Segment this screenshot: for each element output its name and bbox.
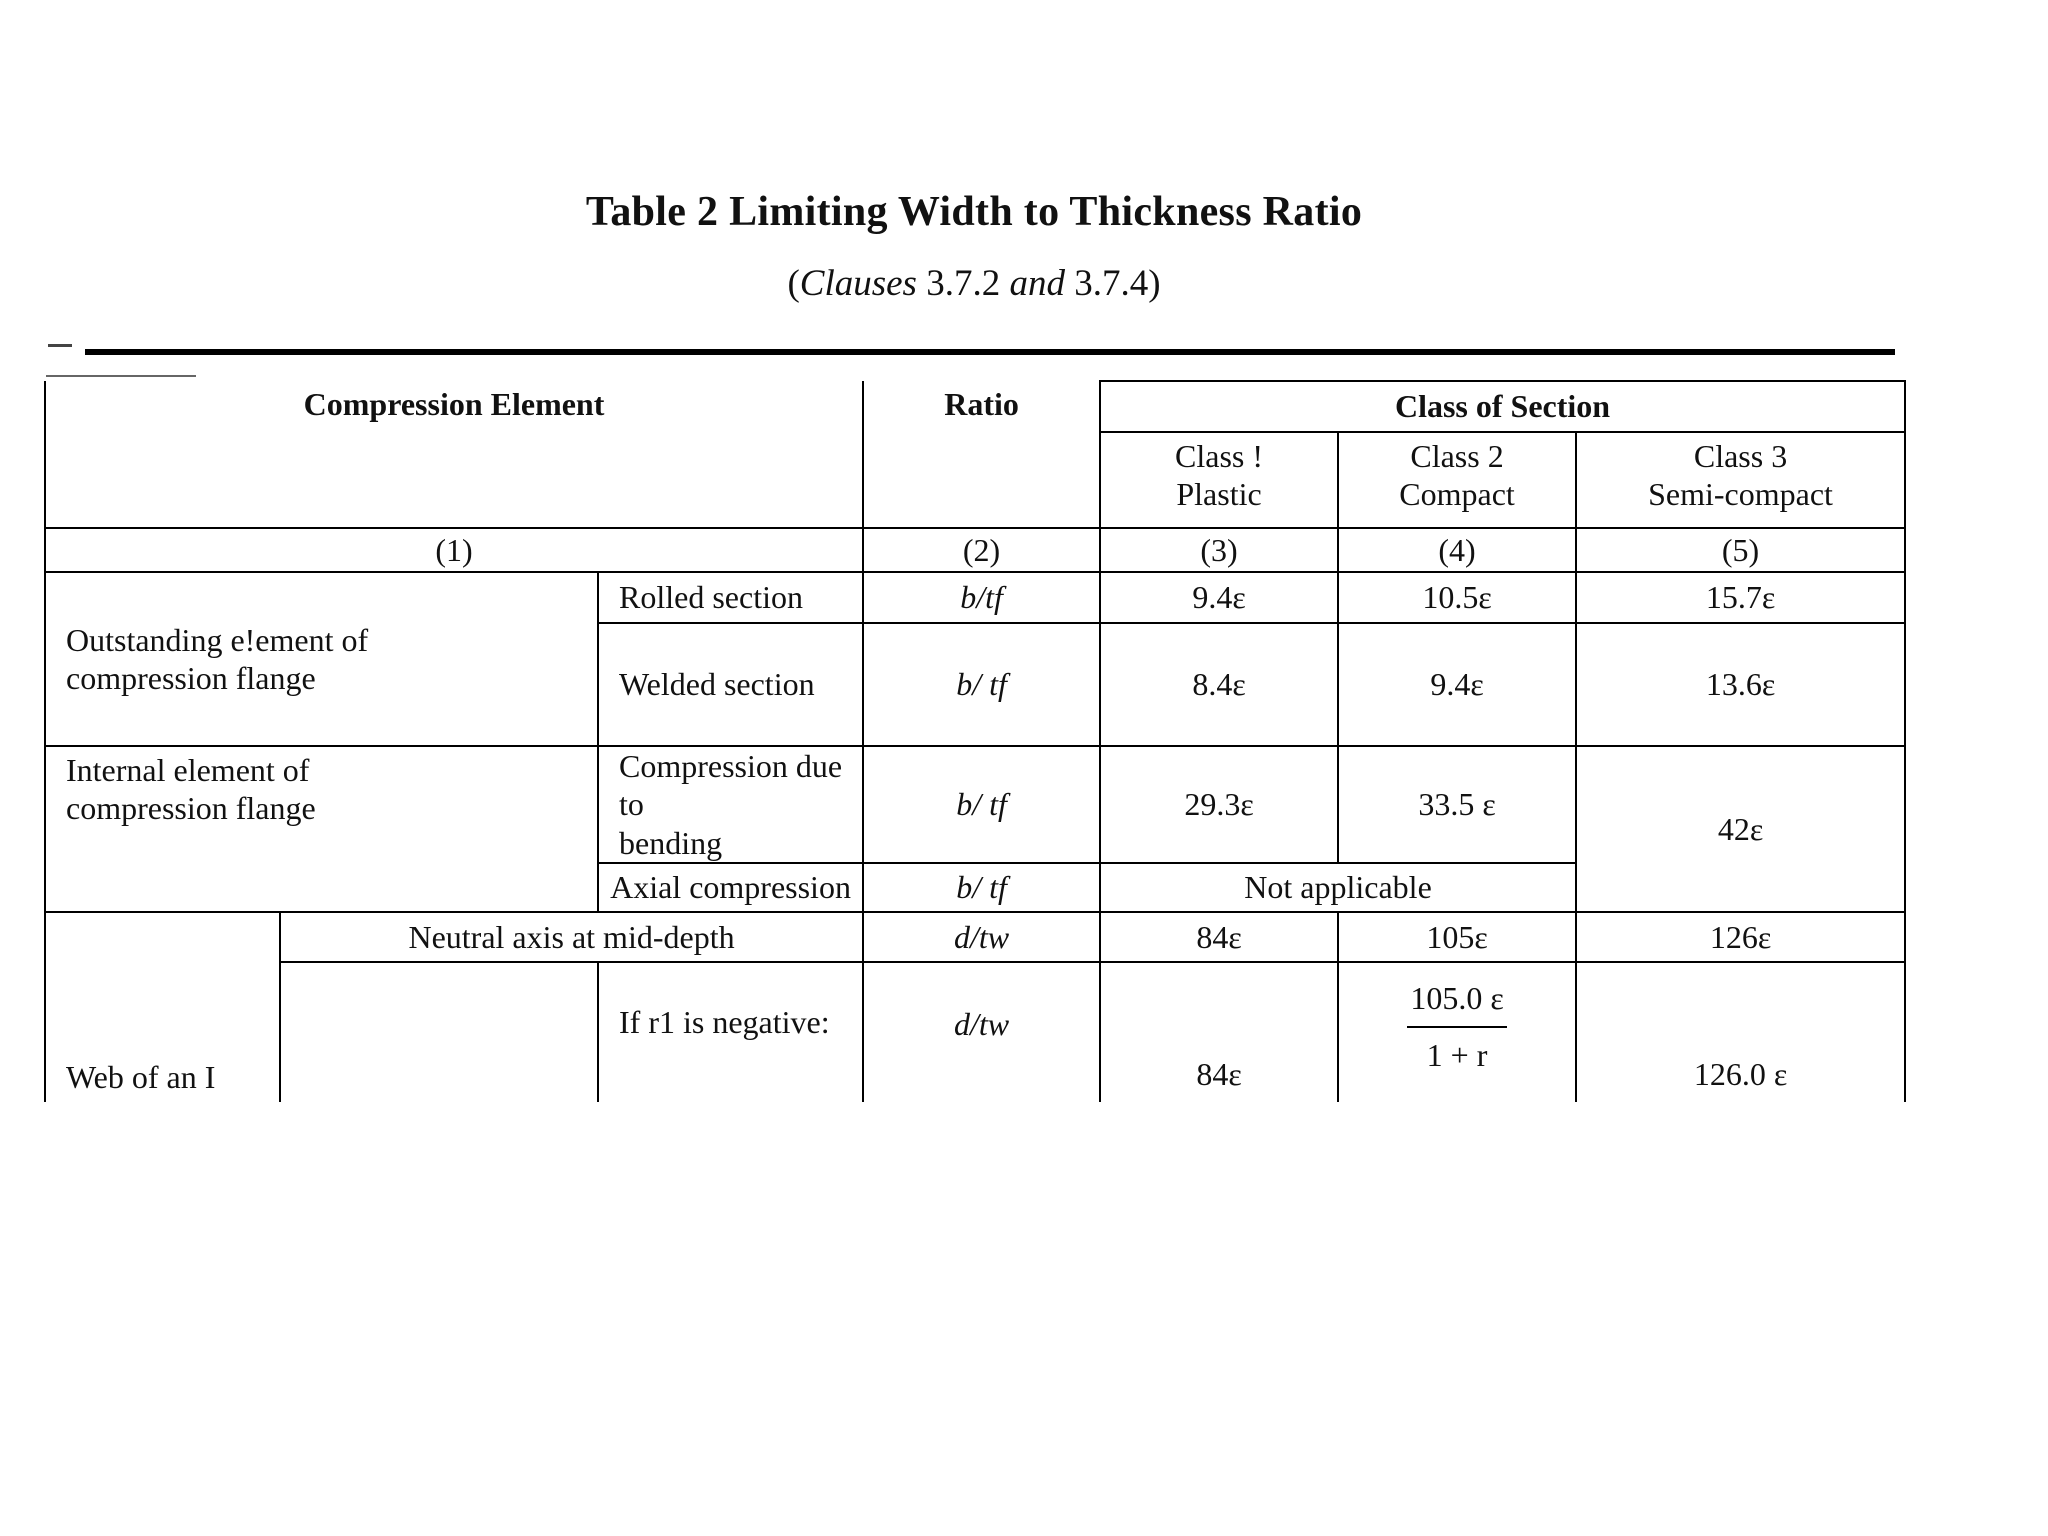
rule-fragment <box>48 344 72 347</box>
internal-element-label <box>45 746 598 912</box>
bending-ratio: b/ tf <box>863 746 1100 863</box>
class-1-name: Class ! <box>1175 438 1264 474</box>
subtitle-clauses: Clauses <box>799 263 917 304</box>
class-2-name: Class 2 <box>1410 438 1504 474</box>
negative-class-2-numerator: 105.0 ε <box>1410 980 1504 1017</box>
limiting-ratio-table <box>44 380 1906 1102</box>
header-compression-element <box>45 381 863 528</box>
outstanding-element-label <box>45 572 598 746</box>
negative-class-3: 126.0 ε <box>1576 962 1905 1102</box>
bending-label <box>598 746 863 863</box>
negative-class-1: 84ε <box>1100 962 1338 1102</box>
neutral-class-3: 126ε <box>1576 912 1905 962</box>
header-class-of-section: Class of Section <box>1100 381 1905 432</box>
fraction-line <box>1407 1026 1507 1028</box>
blank-sub-cell <box>280 962 598 1102</box>
neutral-class-1: 84ε <box>1100 912 1338 962</box>
col-number-5: (5) <box>1576 528 1905 572</box>
outstanding-label-line-2: compression flange <box>66 660 316 696</box>
negative-ratio: d/tw <box>863 962 1100 1102</box>
internal-label-line-2: compression flange <box>66 790 316 827</box>
table-title: Table 2 Limiting Width to Thickness Ratio <box>585 189 1363 235</box>
negative-class-2 <box>1338 962 1576 1102</box>
header-class-2 <box>1338 432 1576 528</box>
internal-class-3: 42ε <box>1576 746 1905 912</box>
bending-class-2: 33.5 ε <box>1338 746 1576 863</box>
class-1-type: Plastic <box>1176 476 1262 513</box>
class-2-type: Compact <box>1399 476 1515 513</box>
internal-label-line-1: Internal element of <box>66 752 310 788</box>
welded-class-3: 13.6ε <box>1576 623 1905 746</box>
welded-class-2: 9.4ε <box>1338 623 1576 746</box>
header-class-1 <box>1100 432 1338 528</box>
rolled-class-2: 10.5ε <box>1338 572 1576 623</box>
subtitle-clause-2: 3.7.4 <box>1074 263 1149 304</box>
header-element-label: Compression Element <box>303 386 605 422</box>
negative-r1-label: If r1 is negative: <box>598 962 863 1102</box>
bending-label-line-2: bending <box>619 824 723 861</box>
header-class-3 <box>1576 432 1905 528</box>
neutral-ratio: d/tw <box>863 912 1100 962</box>
table-top-rule <box>85 349 1895 355</box>
class-3-name: Class 3 <box>1693 438 1788 474</box>
rolled-class-3: 15.7ε <box>1576 572 1905 623</box>
col-number-2: (2) <box>863 528 1100 572</box>
welded-ratio: b/ tf <box>863 623 1100 746</box>
welded-class-1: 8.4ε <box>1100 623 1338 746</box>
class-3-type: Semi-compact <box>1648 476 1833 513</box>
header-ratio <box>863 381 1100 528</box>
welded-section-label: Welded section <box>598 623 863 746</box>
neutral-axis-label: Neutral axis at mid-depth <box>280 912 863 962</box>
col-number-4: (4) <box>1338 528 1576 572</box>
subtitle-clause-1: 3.7.2 <box>926 263 1001 304</box>
axial-ratio: b/ tf <box>863 863 1100 912</box>
web-element-label: Web of an I <box>45 912 280 1102</box>
rolled-section-label: Rolled section <box>598 572 863 623</box>
rolled-class-1: 9.4ε <box>1100 572 1338 623</box>
bending-class-1: 29.3ε <box>1100 746 1338 863</box>
bending-label-line-1: Compression due to <box>619 748 843 823</box>
header-ratio-label: Ratio <box>944 386 1019 422</box>
axial-not-applicable: Not applicable <box>1100 863 1576 912</box>
col-number-1: (1) <box>45 528 863 572</box>
table-subtitle: (Clauses 3.7.2 and 3.7.4) <box>787 263 1161 304</box>
rolled-ratio: b/tf <box>863 572 1100 623</box>
col-number-3: (3) <box>1100 528 1338 572</box>
subtitle-and: and <box>1009 263 1065 304</box>
outstanding-label-line-1: Outstanding e!ement of <box>66 621 369 658</box>
rule-fragment-dashed <box>46 375 196 377</box>
negative-class-2-denominator: 1 + r <box>1426 1036 1488 1073</box>
neutral-class-2: 105ε <box>1338 912 1576 962</box>
axial-compression-label: Axial compression <box>598 863 863 912</box>
